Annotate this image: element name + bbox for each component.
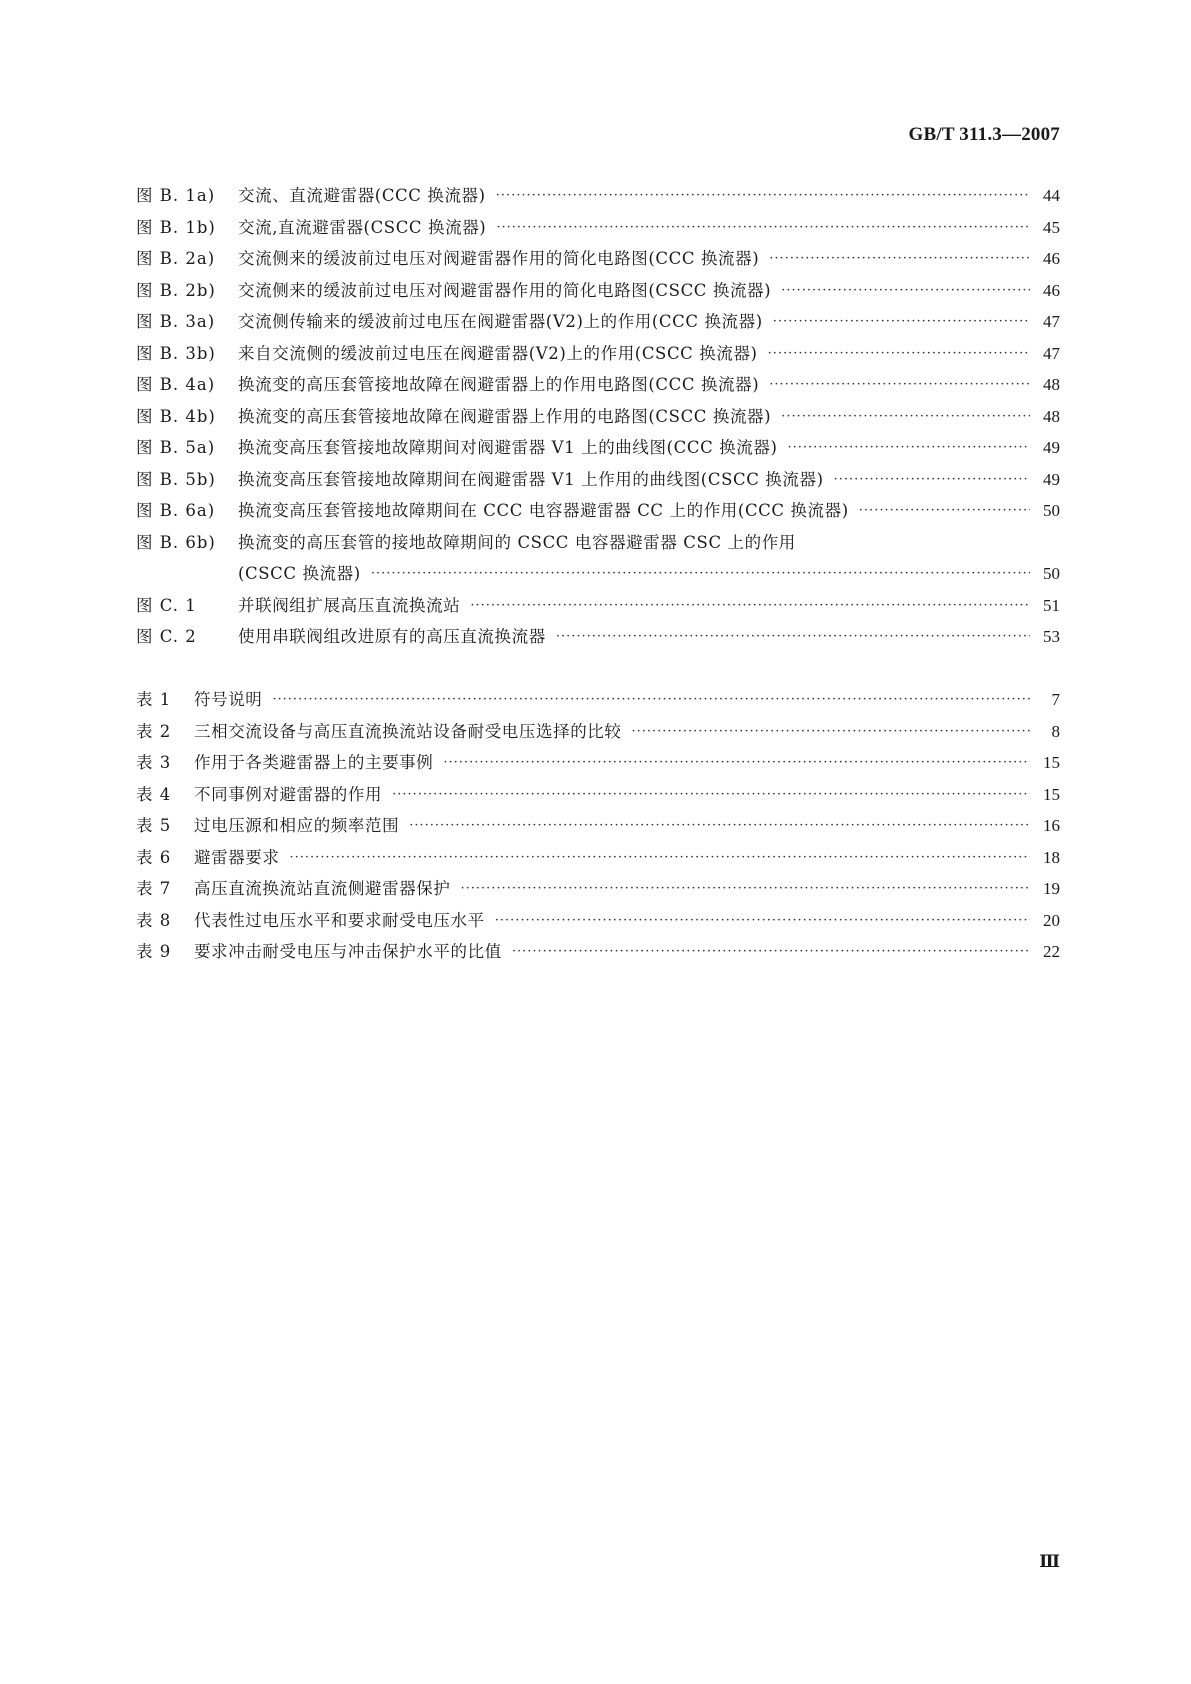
entry-page: 15 [1043, 753, 1060, 772]
dot-leader [556, 621, 1030, 653]
dot-leader [632, 716, 1031, 748]
dot-leader [409, 810, 1030, 842]
document-code: GB/T 311.3—2007 [908, 124, 1060, 145]
dot-leader [470, 590, 1030, 622]
entry-label: 表 6 [136, 847, 172, 867]
entry-label: 表 2 [136, 721, 172, 741]
entry-title: 避雷器要求 [194, 847, 280, 867]
entry-page: 18 [1043, 847, 1060, 867]
dot-leader [392, 779, 1030, 811]
entry-page: 7 [1051, 690, 1060, 709]
entry-page: 16 [1043, 816, 1060, 835]
toc-entry-fig-b4a[interactable] [136, 369, 1060, 401]
entry-page: 20 [1043, 910, 1060, 930]
dot-leader [496, 180, 1030, 212]
dot-leader [834, 464, 1030, 496]
toc-entry-fig-c1[interactable] [136, 590, 1060, 622]
entry-title: 交流、直流避雷器(CCC 换流器) [238, 186, 486, 205]
entry-page: 50 [1043, 501, 1060, 520]
entry-title: 使用串联阀组改进原有的高压直流换流器 [238, 627, 546, 646]
toc-entry-fig-b5a[interactable] [136, 432, 1060, 464]
dot-leader [512, 936, 1030, 968]
entry-label: 图 B. 4a) [136, 375, 216, 394]
toc-entry-table-6[interactable] [136, 842, 1060, 874]
toc-entry-fig-b6b-continued[interactable] [136, 558, 1060, 590]
entry-label: 表 7 [136, 879, 172, 898]
dot-leader [272, 684, 1030, 716]
dot-leader [443, 747, 1030, 779]
figure-list [136, 180, 1060, 653]
entry-page: 53 [1043, 627, 1060, 646]
entry-page: 46 [1043, 249, 1060, 268]
table-list [136, 684, 1060, 968]
entry-label: 图 C. 2 [136, 627, 197, 646]
entry-title: 换流变的高压套管的接地故障期间的 CSCC 电容器避雷器 CSC 上的作用 [238, 532, 796, 552]
entry-title: 要求冲击耐受电压与冲击保护水平的比值 [194, 942, 502, 961]
dot-leader [461, 873, 1031, 905]
entry-page: 44 [1043, 186, 1060, 205]
entry-title: 代表性过电压水平和要求耐受电压水平 [194, 910, 485, 930]
entry-label: 表 8 [136, 910, 172, 930]
entry-page: 50 [1043, 564, 1060, 583]
toc-entry-fig-b6b[interactable] [136, 527, 1060, 559]
toc-entry-table-9[interactable] [136, 936, 1060, 968]
toc-entry-fig-b4b[interactable] [136, 401, 1060, 433]
entry-title: 换流变的高压套管接地故障在阀避雷器上的作用电路图(CCC 换流器) [238, 375, 760, 394]
toc-entry-fig-b6a[interactable] [136, 495, 1060, 527]
entry-label: 图 B. 1a) [136, 186, 216, 205]
entry-page: 45 [1043, 217, 1060, 237]
entry-label: 图 B. 5b) [136, 469, 216, 489]
entry-title: 换流变的高压套管接地故障在阀避雷器上作用的电路图(CSCC 换流器) [238, 406, 772, 426]
entry-title: 三相交流设备与高压直流换流站设备耐受电压选择的比较 [194, 721, 622, 741]
dot-leader [773, 306, 1030, 338]
page-number: Ⅲ [1039, 1552, 1060, 1571]
entry-page: 15 [1043, 784, 1060, 804]
entry-page: 47 [1043, 343, 1060, 363]
entry-title: 换流变高压套管接地故障期间在 CCC 电容器避雷器 CC 上的作用(CCC 换流器) [238, 501, 849, 520]
entry-label: 图 B. 6b) [136, 532, 216, 552]
toc-entry-table-2[interactable] [136, 716, 1060, 748]
entry-page: 49 [1043, 469, 1060, 489]
entry-label: 图 B. 4b) [136, 406, 216, 426]
toc-entry-fig-b2a[interactable] [136, 243, 1060, 275]
dot-leader [781, 275, 1030, 307]
toc-entry-table-4[interactable] [136, 779, 1060, 811]
toc-entry-fig-b3a[interactable] [136, 306, 1060, 338]
entry-title: 并联阀组扩展高压直流换流站 [238, 595, 461, 615]
entry-title: 换流变高压套管接地故障期间对阀避雷器 V1 上的曲线图(CCC 换流器) [238, 438, 778, 457]
entry-title: 过电压源和相应的频率范围 [194, 816, 400, 835]
entry-page: 48 [1043, 406, 1060, 426]
entry-title: 交流侧来的缓波前过电压对阀避雷器作用的简化电路图(CCC 换流器) [238, 249, 760, 268]
toc-entry-fig-c2[interactable] [136, 621, 1060, 653]
entry-title: 不同事例对避雷器的作用 [194, 784, 383, 804]
dot-leader [769, 369, 1030, 401]
toc-entry-fig-b3b[interactable] [136, 338, 1060, 370]
entry-page: 48 [1043, 375, 1060, 394]
entry-label: 图 B. 6a) [136, 501, 216, 520]
entry-title: 换流变高压套管接地故障期间在阀避雷器 V1 上作用的曲线图(CSCC 换流器) [238, 469, 824, 489]
entry-label: 表 5 [136, 816, 172, 835]
entry-label: 图 B. 1b) [136, 217, 216, 237]
entry-label: 图 B. 5a) [136, 438, 216, 457]
entry-title: 交流,直流避雷器(CSCC 换流器) [238, 217, 487, 237]
entry-label: 表 4 [136, 784, 172, 804]
entry-label: 图 B. 2a) [136, 249, 216, 268]
toc-entry-table-1[interactable] [136, 684, 1060, 716]
entry-label: 表 3 [136, 753, 172, 772]
dot-leader [496, 212, 1030, 244]
dot-leader [371, 558, 1030, 590]
dot-leader [768, 338, 1030, 370]
dot-leader [495, 905, 1030, 937]
entry-page: 22 [1043, 942, 1060, 961]
entry-title-continued: (CSCC 换流器) [238, 564, 361, 583]
dot-leader [859, 495, 1030, 527]
entry-title: 高压直流换流站直流侧避雷器保护 [194, 879, 451, 898]
entry-label: 图 B. 3a) [136, 312, 216, 331]
toc-entry-fig-b1b[interactable] [136, 212, 1060, 244]
entry-title: 交流侧来的缓波前过电压对阀避雷器作用的简化电路图(CSCC 换流器) [238, 280, 772, 300]
entry-label: 表 1 [136, 690, 172, 709]
toc-entry-fig-b2b[interactable] [136, 275, 1060, 307]
entry-page: 49 [1043, 438, 1060, 457]
entry-label: 图 C. 1 [136, 595, 197, 615]
entry-title: 作用于各类避雷器上的主要事例 [194, 753, 434, 772]
entry-page: 47 [1043, 312, 1060, 331]
entry-page: 8 [1051, 721, 1060, 741]
toc-entry-table-5[interactable] [136, 810, 1060, 842]
entry-label: 图 B. 3b) [136, 343, 216, 363]
dot-leader [290, 842, 1031, 874]
toc-entry-table-7[interactable] [136, 873, 1060, 905]
toc-entry-table-8[interactable] [136, 905, 1060, 937]
entry-label: 表 9 [136, 942, 172, 961]
dot-leader [781, 401, 1030, 433]
toc-entry-table-3[interactable] [136, 747, 1060, 779]
dot-leader [769, 243, 1030, 275]
toc-entry-fig-b1a[interactable] [136, 180, 1060, 212]
entry-title: 来自交流侧的缓波前过电压在阀避雷器(V2)上的作用(CSCC 换流器) [238, 343, 758, 363]
entry-title: 交流侧传输来的缓波前过电压在阀避雷器(V2)上的作用(CCC 换流器) [238, 312, 763, 331]
entry-title: 符号说明 [194, 690, 263, 709]
entry-label: 图 B. 2b) [136, 280, 216, 300]
entry-page: 51 [1043, 595, 1060, 615]
entry-page: 46 [1043, 280, 1060, 300]
dot-leader [788, 432, 1031, 464]
toc-entry-fig-b5b[interactable] [136, 464, 1060, 496]
entry-page: 19 [1043, 879, 1060, 898]
